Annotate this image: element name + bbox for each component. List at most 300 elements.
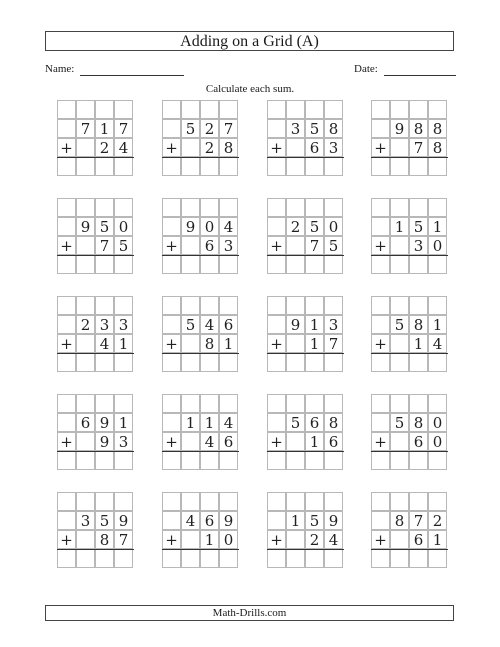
carry-cell[interactable] (57, 198, 76, 217)
addend-digit: 5 (390, 413, 409, 432)
addend-digit: 6 (324, 432, 343, 451)
answer-cell[interactable] (114, 549, 133, 568)
addition-problem (267, 492, 344, 572)
plus-sign: + (267, 432, 286, 451)
sum-line (371, 451, 448, 452)
addend-digit: 5 (181, 119, 200, 138)
carry-cell[interactable] (219, 394, 238, 413)
sum-line (162, 549, 239, 550)
answer-cell[interactable] (305, 549, 324, 568)
sum-line (57, 353, 134, 354)
carry-cell[interactable] (57, 394, 76, 413)
carry-cell[interactable] (371, 394, 390, 413)
answer-cell[interactable] (390, 451, 409, 470)
name-blank-line[interactable] (80, 63, 184, 76)
sum-line (267, 353, 344, 354)
answer-cell[interactable] (200, 157, 219, 176)
answer-cell[interactable] (324, 255, 343, 274)
answer-cell[interactable] (286, 157, 305, 176)
answer-cell[interactable] (57, 255, 76, 274)
addend-digit: 5 (95, 511, 114, 530)
plus-sign: + (162, 334, 181, 353)
addend-digit: 5 (286, 413, 305, 432)
addition-problem (57, 492, 134, 572)
addend-digit: 0 (428, 413, 447, 432)
grid-cell (371, 315, 390, 334)
answer-cell[interactable] (219, 451, 238, 470)
answer-cell[interactable] (428, 353, 447, 372)
addend-digit: 8 (219, 138, 238, 157)
plus-sign: + (57, 138, 76, 157)
carry-cell[interactable] (371, 198, 390, 217)
addend-digit: 4 (200, 432, 219, 451)
addend-digit: 8 (409, 413, 428, 432)
carry-cell[interactable] (371, 100, 390, 119)
addend-digit: 7 (324, 334, 343, 353)
addend-digit: 9 (114, 511, 133, 530)
answer-cell[interactable] (200, 549, 219, 568)
answer-cell[interactable] (200, 255, 219, 274)
grid-cell (371, 413, 390, 432)
carry-cell[interactable] (305, 492, 324, 511)
addend-digit: 0 (219, 530, 238, 549)
sum-line (162, 255, 239, 256)
carry-cell[interactable] (219, 492, 238, 511)
answer-cell[interactable] (409, 255, 428, 274)
date-label: Date: (354, 63, 378, 75)
addition-problem (57, 100, 134, 180)
grid-cell (267, 315, 286, 334)
answer-cell[interactable] (219, 255, 238, 274)
answer-cell[interactable] (162, 255, 181, 274)
addend-digit: 1 (219, 334, 238, 353)
carry-cell[interactable] (305, 198, 324, 217)
addend-digit: 7 (219, 119, 238, 138)
carry-cell[interactable] (181, 394, 200, 413)
addend-digit: 1 (428, 530, 447, 549)
addend-digit: 6 (219, 432, 238, 451)
answer-cell[interactable] (114, 255, 133, 274)
answer-cell[interactable] (428, 549, 447, 568)
grid-cell (57, 511, 76, 530)
answer-cell[interactable] (181, 353, 200, 372)
date-blank-line[interactable] (384, 63, 456, 76)
answer-cell[interactable] (305, 353, 324, 372)
carry-cell[interactable] (200, 492, 219, 511)
carry-cell[interactable] (76, 100, 95, 119)
addend-digit: 2 (200, 138, 219, 157)
answer-cell[interactable] (371, 353, 390, 372)
carry-cell[interactable] (409, 394, 428, 413)
answer-cell[interactable] (95, 451, 114, 470)
plus-sign: + (267, 138, 286, 157)
addend-digit: 9 (324, 511, 343, 530)
worksheet-title: Adding on a Grid (A) (45, 31, 454, 51)
addend-digit: 1 (200, 530, 219, 549)
addend-digit: 7 (305, 236, 324, 255)
plus-sign: + (162, 530, 181, 549)
addend-digit: 4 (95, 334, 114, 353)
addend-digit: 2 (76, 315, 95, 334)
addend-digit: 8 (324, 119, 343, 138)
carry-cell[interactable] (286, 198, 305, 217)
carry-cell[interactable] (162, 198, 181, 217)
addend-digit: 9 (219, 511, 238, 530)
plus-sign: + (267, 530, 286, 549)
grid-cell (390, 432, 409, 451)
footer: Math-Drills.com (45, 605, 454, 621)
grid-cell (267, 511, 286, 530)
carry-cell[interactable] (76, 296, 95, 315)
addend-digit: 9 (286, 315, 305, 334)
addend-digit: 5 (181, 315, 200, 334)
addend-digit: 2 (95, 138, 114, 157)
carry-cell[interactable] (371, 492, 390, 511)
sum-line (57, 549, 134, 550)
addend-digit: 3 (324, 138, 343, 157)
answer-cell[interactable] (76, 353, 95, 372)
carry-cell[interactable] (95, 296, 114, 315)
answer-cell[interactable] (286, 353, 305, 372)
answer-cell[interactable] (76, 157, 95, 176)
answer-cell[interactable] (114, 353, 133, 372)
answer-cell[interactable] (162, 353, 181, 372)
addend-digit: 1 (200, 413, 219, 432)
answer-cell[interactable] (219, 157, 238, 176)
answer-cell[interactable] (57, 157, 76, 176)
addend-digit: 7 (95, 236, 114, 255)
carry-cell[interactable] (162, 100, 181, 119)
grid-cell (57, 119, 76, 138)
addend-digit: 3 (76, 511, 95, 530)
carry-cell[interactable] (95, 100, 114, 119)
grid-cell (267, 217, 286, 236)
addend-digit: 1 (181, 413, 200, 432)
carry-cell[interactable] (114, 100, 133, 119)
sum-line (57, 255, 134, 256)
answer-cell[interactable] (390, 255, 409, 274)
carry-cell[interactable] (428, 394, 447, 413)
addition-problem (371, 394, 448, 474)
carry-cell[interactable] (219, 100, 238, 119)
answer-cell[interactable] (305, 255, 324, 274)
carry-cell[interactable] (409, 198, 428, 217)
grid-cell (181, 334, 200, 353)
sum-line (267, 157, 344, 158)
answer-cell[interactable] (409, 157, 428, 176)
answer-cell[interactable] (286, 451, 305, 470)
name-field (45, 62, 184, 76)
addend-digit: 6 (200, 511, 219, 530)
addend-digit: 9 (390, 119, 409, 138)
carry-cell[interactable] (76, 492, 95, 511)
answer-cell[interactable] (390, 549, 409, 568)
carry-cell[interactable] (200, 198, 219, 217)
addend-digit: 3 (114, 315, 133, 334)
carry-cell[interactable] (267, 100, 286, 119)
carry-cell[interactable] (76, 198, 95, 217)
answer-cell[interactable] (305, 451, 324, 470)
addend-digit: 3 (95, 315, 114, 334)
grid-cell (267, 413, 286, 432)
carry-cell[interactable] (114, 296, 133, 315)
addend-digit: 4 (114, 138, 133, 157)
answer-cell[interactable] (200, 451, 219, 470)
answer-cell[interactable] (162, 157, 181, 176)
answer-cell[interactable] (286, 549, 305, 568)
carry-cell[interactable] (181, 492, 200, 511)
carry-cell[interactable] (409, 296, 428, 315)
carry-cell[interactable] (200, 100, 219, 119)
addition-problem (162, 296, 239, 376)
addend-digit: 1 (409, 334, 428, 353)
carry-cell[interactable] (114, 492, 133, 511)
carry-cell[interactable] (428, 296, 447, 315)
carry-cell[interactable] (267, 492, 286, 511)
carry-cell[interactable] (286, 296, 305, 315)
carry-cell[interactable] (409, 100, 428, 119)
addend-digit: 4 (324, 530, 343, 549)
carry-cell[interactable] (95, 198, 114, 217)
carry-cell[interactable] (305, 394, 324, 413)
carry-cell[interactable] (371, 296, 390, 315)
carry-cell[interactable] (162, 394, 181, 413)
grid-cell (286, 138, 305, 157)
answer-cell[interactable] (324, 353, 343, 372)
addend-digit: 8 (428, 138, 447, 157)
addend-digit: 1 (305, 334, 324, 353)
answer-cell[interactable] (57, 353, 76, 372)
carry-cell[interactable] (267, 198, 286, 217)
answer-cell[interactable] (428, 157, 447, 176)
grid-cell (286, 432, 305, 451)
plus-sign: + (57, 236, 76, 255)
answer-cell[interactable] (114, 451, 133, 470)
carry-cell[interactable] (390, 296, 409, 315)
carry-cell[interactable] (390, 492, 409, 511)
addend-digit: 3 (219, 236, 238, 255)
answer-cell[interactable] (95, 353, 114, 372)
grid-cell (390, 530, 409, 549)
answer-cell[interactable] (267, 549, 286, 568)
answer-cell[interactable] (324, 157, 343, 176)
plus-sign: + (371, 432, 390, 451)
addend-digit: 2 (305, 530, 324, 549)
addend-digit: 8 (409, 315, 428, 334)
carry-cell[interactable] (57, 100, 76, 119)
answer-cell[interactable] (371, 255, 390, 274)
carry-cell[interactable] (162, 296, 181, 315)
answer-cell[interactable] (305, 157, 324, 176)
answer-cell[interactable] (267, 255, 286, 274)
addend-digit: 1 (286, 511, 305, 530)
carry-cell[interactable] (200, 394, 219, 413)
carry-cell[interactable] (114, 394, 133, 413)
carry-cell[interactable] (162, 492, 181, 511)
addend-digit: 1 (95, 119, 114, 138)
answer-cell[interactable] (428, 255, 447, 274)
addend-digit: 5 (95, 217, 114, 236)
addend-digit: 3 (286, 119, 305, 138)
answer-cell[interactable] (219, 549, 238, 568)
sum-line (267, 255, 344, 256)
addend-digit: 1 (428, 315, 447, 334)
addend-digit: 6 (76, 413, 95, 432)
answer-cell[interactable] (181, 451, 200, 470)
answer-cell[interactable] (181, 549, 200, 568)
grid-cell (162, 413, 181, 432)
plus-sign: + (162, 138, 181, 157)
plus-sign: + (371, 138, 390, 157)
addend-digit: 0 (324, 217, 343, 236)
carry-cell[interactable] (428, 198, 447, 217)
answer-cell[interactable] (371, 157, 390, 176)
carry-cell[interactable] (324, 296, 343, 315)
answer-cell[interactable] (286, 255, 305, 274)
carry-cell[interactable] (324, 198, 343, 217)
answer-cell[interactable] (371, 549, 390, 568)
answer-cell[interactable] (428, 451, 447, 470)
addition-problem (162, 394, 239, 474)
answer-cell[interactable] (390, 353, 409, 372)
answer-cell[interactable] (162, 549, 181, 568)
answer-cell[interactable] (409, 549, 428, 568)
addend-digit: 7 (409, 138, 428, 157)
carry-cell[interactable] (267, 296, 286, 315)
addition-problem (267, 198, 344, 278)
carry-cell[interactable] (305, 296, 324, 315)
addend-digit: 6 (305, 138, 324, 157)
carry-cell[interactable] (305, 100, 324, 119)
grid-cell (181, 432, 200, 451)
answer-cell[interactable] (76, 451, 95, 470)
carry-cell[interactable] (286, 100, 305, 119)
answer-cell[interactable] (267, 157, 286, 176)
answer-cell[interactable] (181, 255, 200, 274)
addend-digit: 1 (114, 413, 133, 432)
sum-line (371, 353, 448, 354)
addend-digit: 2 (428, 511, 447, 530)
answer-cell[interactable] (324, 451, 343, 470)
answer-cell[interactable] (200, 353, 219, 372)
carry-cell[interactable] (95, 394, 114, 413)
carry-cell[interactable] (409, 492, 428, 511)
carry-cell[interactable] (286, 394, 305, 413)
answer-cell[interactable] (409, 353, 428, 372)
carry-cell[interactable] (428, 492, 447, 511)
addend-digit: 6 (305, 413, 324, 432)
carry-cell[interactable] (324, 100, 343, 119)
grid-cell (390, 236, 409, 255)
addition-problem (371, 198, 448, 278)
answer-cell[interactable] (181, 157, 200, 176)
answer-cell[interactable] (371, 451, 390, 470)
answer-cell[interactable] (324, 549, 343, 568)
grid-cell (57, 217, 76, 236)
answer-cell[interactable] (57, 451, 76, 470)
answer-cell[interactable] (95, 549, 114, 568)
addition-problem (162, 100, 239, 180)
answer-cell[interactable] (409, 451, 428, 470)
carry-cell[interactable] (390, 100, 409, 119)
carry-cell[interactable] (428, 100, 447, 119)
addend-digit: 4 (219, 413, 238, 432)
answer-cell[interactable] (95, 157, 114, 176)
carry-cell[interactable] (76, 394, 95, 413)
plus-sign: + (57, 432, 76, 451)
instructions: Calculate each sum. (205, 83, 295, 95)
carry-cell[interactable] (181, 296, 200, 315)
addend-digit: 0 (114, 217, 133, 236)
answer-cell[interactable] (162, 451, 181, 470)
carry-cell[interactable] (200, 296, 219, 315)
answer-cell[interactable] (76, 549, 95, 568)
answer-cell[interactable] (267, 353, 286, 372)
grid-cell (76, 432, 95, 451)
addend-digit: 4 (200, 315, 219, 334)
addend-digit: 6 (219, 315, 238, 334)
addend-digit: 8 (324, 413, 343, 432)
addend-digit: 8 (95, 530, 114, 549)
addition-problem (162, 492, 239, 572)
addend-digit: 1 (305, 432, 324, 451)
addition-problem (267, 394, 344, 474)
carry-cell[interactable] (57, 296, 76, 315)
sum-line (162, 157, 239, 158)
carry-cell[interactable] (219, 198, 238, 217)
carry-cell[interactable] (390, 198, 409, 217)
answer-cell[interactable] (114, 157, 133, 176)
grid-cell (162, 217, 181, 236)
answer-cell[interactable] (219, 353, 238, 372)
addend-digit: 8 (428, 119, 447, 138)
carry-cell[interactable] (57, 492, 76, 511)
addend-digit: 1 (114, 334, 133, 353)
carry-cell[interactable] (181, 100, 200, 119)
answer-cell[interactable] (76, 255, 95, 274)
addition-problem (371, 296, 448, 376)
carry-cell[interactable] (390, 394, 409, 413)
addition-problem (57, 198, 134, 278)
sum-line (371, 255, 448, 256)
sum-line (267, 451, 344, 452)
plus-sign: + (267, 334, 286, 353)
answer-cell[interactable] (95, 255, 114, 274)
carry-cell[interactable] (114, 198, 133, 217)
carry-cell[interactable] (324, 394, 343, 413)
answer-cell[interactable] (390, 157, 409, 176)
grid-cell (57, 413, 76, 432)
grid-cell (162, 315, 181, 334)
grid-cell (390, 334, 409, 353)
addition-problem (267, 100, 344, 180)
carry-cell[interactable] (286, 492, 305, 511)
grid-cell (76, 530, 95, 549)
carry-cell[interactable] (324, 492, 343, 511)
grid-cell (267, 119, 286, 138)
carry-cell[interactable] (95, 492, 114, 511)
carry-cell[interactable] (267, 394, 286, 413)
grid-cell (390, 138, 409, 157)
plus-sign: + (267, 236, 286, 255)
addition-problem (371, 492, 448, 572)
carry-cell[interactable] (219, 296, 238, 315)
addend-digit: 3 (114, 432, 133, 451)
addend-digit: 3 (409, 236, 428, 255)
answer-cell[interactable] (57, 549, 76, 568)
answer-cell[interactable] (267, 451, 286, 470)
carry-cell[interactable] (181, 198, 200, 217)
